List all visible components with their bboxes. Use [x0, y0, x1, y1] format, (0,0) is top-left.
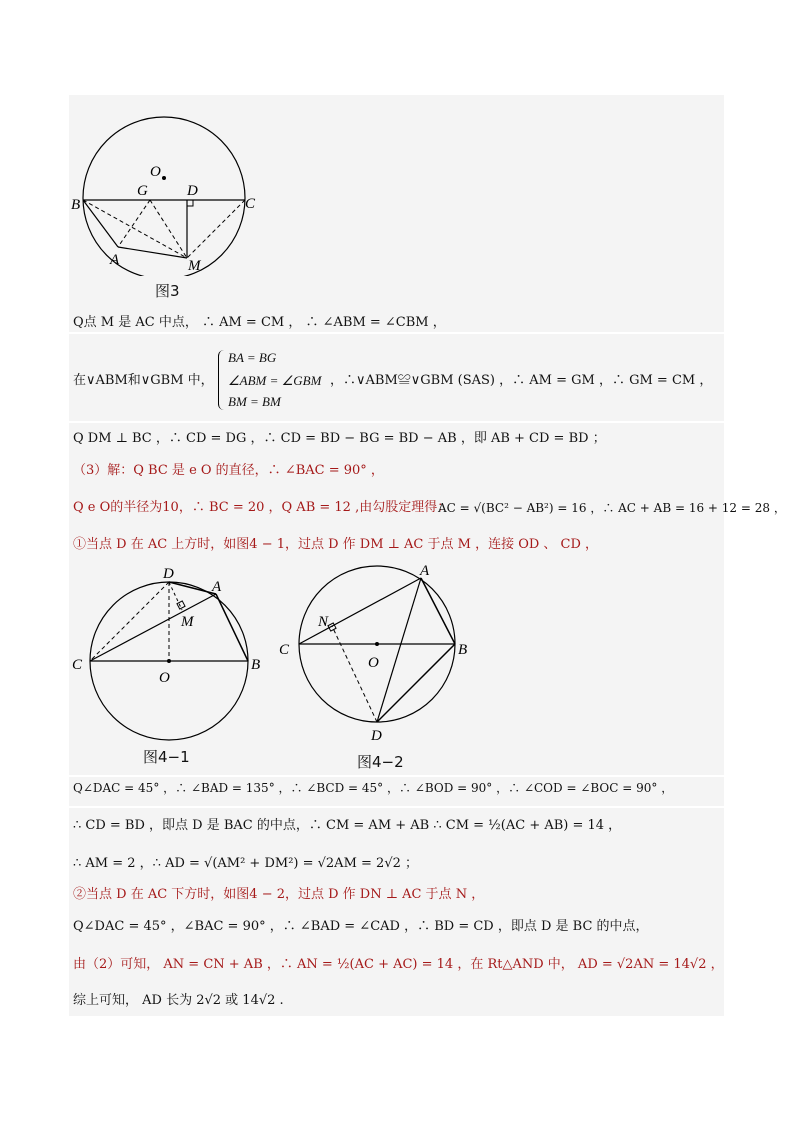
label-C: C	[72, 657, 83, 673]
label-N: N	[318, 614, 329, 630]
label-M: M	[181, 614, 194, 630]
line-3: Q DM ⊥ BC ，∴ CD = DG ，∴ CD = BD − BG = BD − AB ，即 AB + CD = BD ；	[73, 431, 606, 446]
line-9: ∴ AM = 2 ，∴ AD = √(AM² + DM²) = √2AM = 2√2 ；	[73, 856, 419, 871]
case-1: BA = BG	[228, 350, 277, 365]
label-G: G	[137, 183, 148, 199]
label-C: C	[279, 642, 290, 658]
line-5a: Q e O的半径为10，∴ BC = 20 ，Q AB = 12 ,由勾股定理得：	[73, 500, 451, 515]
figure-4-1	[70, 560, 270, 750]
line-2a: 在∨ABM和∨GBM 中，	[73, 373, 214, 388]
figure-4-2	[275, 560, 475, 750]
label-M: M	[188, 258, 201, 274]
label-O: O	[368, 655, 379, 671]
line-4: （3）解：Q BC 是 e O 的直径，∴ ∠BAC = 90° ，	[73, 463, 384, 478]
label-B: B	[71, 197, 81, 213]
line-12: 由（2）可知， AN = CN + AB ，∴ AN = ½(AC + AC) = 14 ，在 Rt△AND 中， AD = √2AN = 14√2 ，	[73, 957, 724, 972]
label-O: O	[150, 164, 161, 180]
label-A: A	[110, 252, 120, 268]
label-D: D	[371, 728, 382, 744]
figure-3	[70, 96, 270, 276]
line-5b: AC = √(BC² − AB²) = 16 ，∴ AC + AB = 16 + 12 = 28 ，	[438, 501, 786, 515]
label-O: O	[159, 670, 170, 686]
label-A: A	[212, 579, 222, 595]
case-3: BM = BM	[228, 394, 281, 409]
line-2c: ，∴∨ABM≌∨GBM (SAS) ，∴ AM = GM ，∴ GM = CM ，	[330, 373, 713, 388]
line-11: Q∠DAC = 45° ，∠BAC = 90° ，∴ ∠BAD = ∠CAD ，∴ BD = CD ，即点 D 是 BC 的中点，	[73, 919, 649, 934]
label-A: A	[420, 563, 430, 579]
row-divider	[69, 775, 724, 777]
caption-fig41: 图4−1	[143, 748, 190, 766]
label-B: B	[458, 642, 468, 658]
line-1: Q点 M 是 AC 中点， ∴ AM = CM ， ∴ ∠ABM = ∠CBM ，	[73, 315, 446, 330]
line-7: Q∠DAC = 45° ，∴ ∠BAD = 135° ，∴ ∠BCD = 45° ，∴ ∠BOD = 90° ，∴ ∠COD = ∠BOC = 90° ，	[73, 781, 674, 795]
label-C: C	[245, 196, 256, 212]
row-divider	[69, 806, 724, 808]
row-divider	[69, 421, 724, 423]
label-D: D	[187, 183, 198, 199]
caption-fig3: 图3	[155, 282, 180, 300]
line-13: 综上可知， AD 长为 2√2 或 14√2 .	[73, 993, 284, 1008]
caption-fig42: 图4−2	[357, 753, 404, 771]
label-B: B	[251, 657, 261, 673]
line-8: ∴ CD = BD ，即点 D 是 BAC 的中点，∴ CM = AM + AB ∴ CM = ½(AC + AB) = 14 ，	[73, 818, 622, 833]
cases-brace	[218, 350, 225, 410]
line-6: ①当点 D 在 AC 上方时，如图4 − 1，过点 D 作 DM ⊥ AC 于点 M ，连接 OD 、 CD ，	[73, 537, 599, 552]
row-divider	[69, 332, 724, 334]
label-D: D	[163, 566, 174, 582]
line-10: ②当点 D 在 AC 下方时，如图4 − 2，过点 D 作 DN ⊥ AC 于点 N ，	[73, 887, 485, 902]
case-2: ∠ABM = ∠GBM	[228, 373, 322, 388]
